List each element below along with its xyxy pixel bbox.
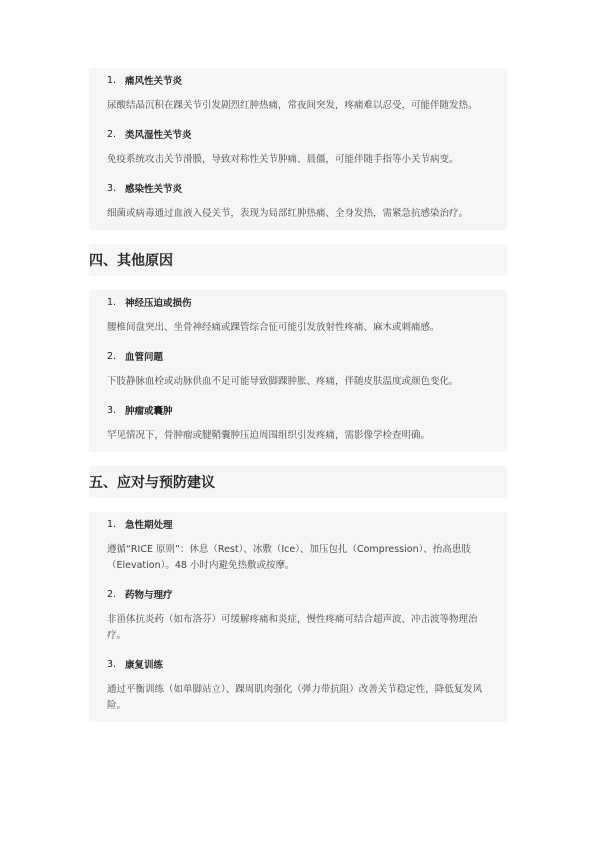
list-item-heading [107,290,495,314]
section-heading-prevention [89,466,507,498]
list-item-heading [107,512,495,536]
item-title: 康复训练 [125,660,164,671]
prevention-list [89,512,507,722]
item-number: 2. [107,128,117,140]
section-title: 四、其他原因 [89,253,173,269]
item-description: 尿酸结晶沉积在踝关节引发剧烈红肿热痛，常夜间突发，疼痛难以忍受，可能伴随发热。 [107,100,478,111]
item-description: 下肢静脉血栓或动脉供血不足可能导致脚踝肿胀、疼痛，伴随皮肤温度或颜色变化。 [107,376,459,387]
other-causes-list [89,290,507,452]
item-description: 通过平衡训练（如单脚站立）、踝周肌肉强化（弹力带抗阻）改善关节稳定性，降低复发风险。 [107,684,483,711]
list-item-heading [107,176,495,200]
item-number: 1. [107,74,117,86]
section-heading-other-causes [89,244,507,276]
item-number: 1. [107,296,117,308]
item-number: 3. [107,404,117,416]
arthritis-list [89,68,507,230]
item-number: 2. [107,588,117,600]
item-number: 3. [107,182,117,194]
item-title: 感染性关节炎 [125,184,183,195]
section-title: 五、应对与预防建议 [89,475,215,491]
list-item-heading [107,68,495,92]
item-title: 血管问题 [125,352,164,363]
item-title: 肿瘤或囊肿 [125,406,173,417]
item-number: 3. [107,658,117,670]
item-title: 痛风性关节炎 [125,76,183,87]
list-item-heading [107,652,495,676]
item-description: 遵循“RICE 原则”：休息（Rest）、冰敷（Ice）、加压包扎（Compression）、抬高患肢（Elevation）。48 小时内避免热敷或按摩。 [107,544,471,571]
item-description: 免疫系统攻击关节滑膜，导致对称性关节肿痛、晨僵，可能伴随手指等小关节病变。 [107,154,459,165]
item-description: 罕见情况下，骨肿瘤或腱鞘囊肿压迫周围组织引发疼痛，需影像学检查明确。 [107,430,431,441]
item-description: 非甾体抗炎药（如布洛芬）可缓解疼痛和炎症，慢性疼痛可结合超声波、冲击波等物理治疗。 [107,614,478,641]
document-page [89,68,507,722]
list-item-heading [107,344,495,368]
item-title: 急性期处理 [125,520,173,531]
item-description: 细菌或病毒通过血液入侵关节，表现为局部红肿热痛、全身发热，需紧急抗感染治疗。 [107,208,469,219]
item-title: 神经压迫或损伤 [125,298,192,309]
item-number: 2. [107,350,117,362]
item-title: 类风湿性关节炎 [125,130,192,141]
list-item-heading [107,398,495,422]
list-item-heading [107,582,495,606]
item-number: 1. [107,518,117,530]
list-item-heading [107,122,495,146]
item-description: 腰椎间盘突出、坐骨神经痛或踝管综合征可能引发放射性疼痛、麻木或刺痛感。 [107,322,440,333]
item-title: 药物与理疗 [125,590,173,601]
